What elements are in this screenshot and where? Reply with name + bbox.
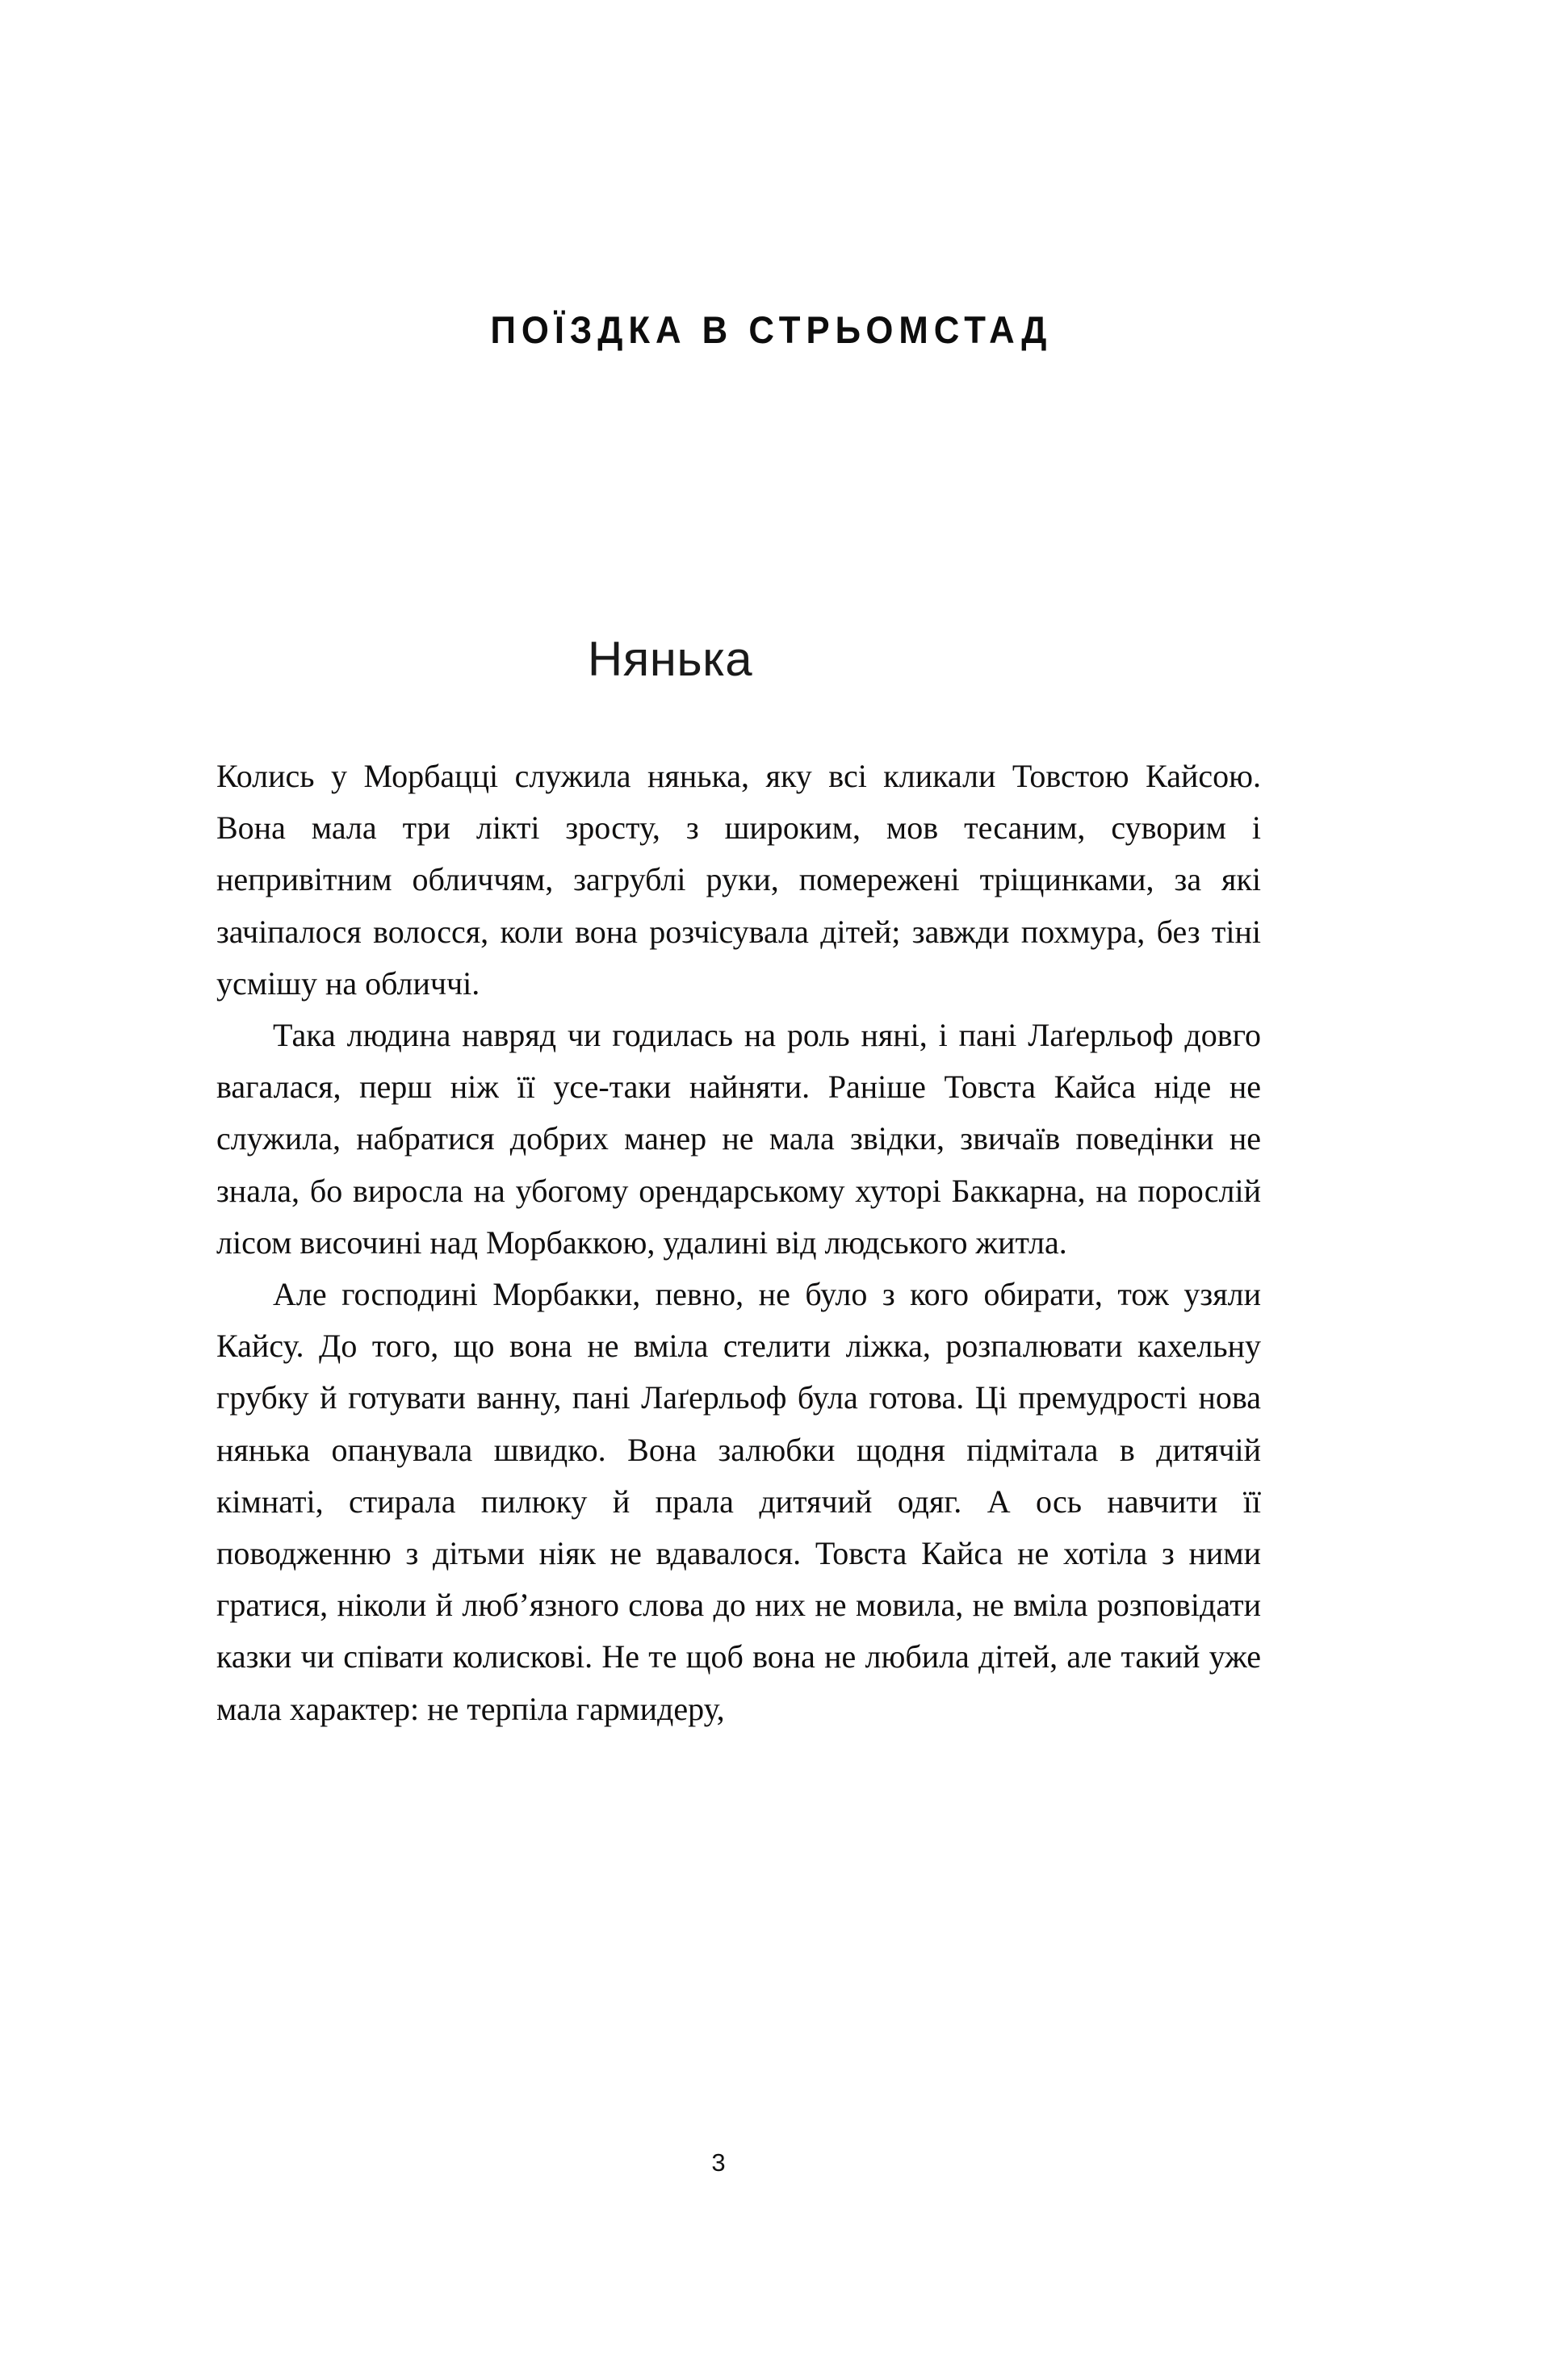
paragraph: Колись у Морбацці служила нянька, яку всі кликали Товстою Кайсою. Вона мала три лікті зросту, з широким, мов тесаним, суворим і непривітним обличчям, загрублі руки, помережені тріщинками, за які зачіпалося волосся, коли вона розчісувала дітей; завжди похмура, без тіні усмішу на обличчі. [216, 758, 1261, 1002]
page-number: 3 [711, 2148, 726, 2177]
part-title: ПОЇЗДКА В СТРЬОМСТАД [490, 308, 1053, 352]
paragraph: Але господині Морбакки, певно, не було з кого обирати, тож узяли Кайсу. До того, що вона не вміла стелити ліжка, розпалювати кахельну грубку й готувати ванну, пані Лаґерльоф була готова. Ці премудрості нова нянька опанувала швидко. Вона залюбки щодня підмітала в дитячій кімнаті, стирала пилюку й прала дитячий одяг. А ось навчити її поводженню з дітьми ніяк не вдавалося. Товста Кайса не хотіла з ними гратися, ніколи й люб’язного слова до них не мовила, не вміла розповідати казки чи співати колискові. Не те щоб вона не любила дітей, але такий уже мала характер: не терпіла гармидеру, [216, 1276, 1261, 1727]
paragraph: Така людина навряд чи годилась на роль няні, і пані Лаґерльоф довго вагалася, перш ніж її усе-таки найняти. Раніше Товста Кайса ніде не служила, набратися добрих манер не мала звідки, звичаїв поведінки не знала, бо виросла на убогому орендарському хуторі Баккарна, на порослій лісом височині над Морбаккою, удалині від людського житла. [216, 1017, 1261, 1261]
body-text-column [216, 751, 1261, 1735]
chapter-title: Нянька [587, 631, 753, 686]
